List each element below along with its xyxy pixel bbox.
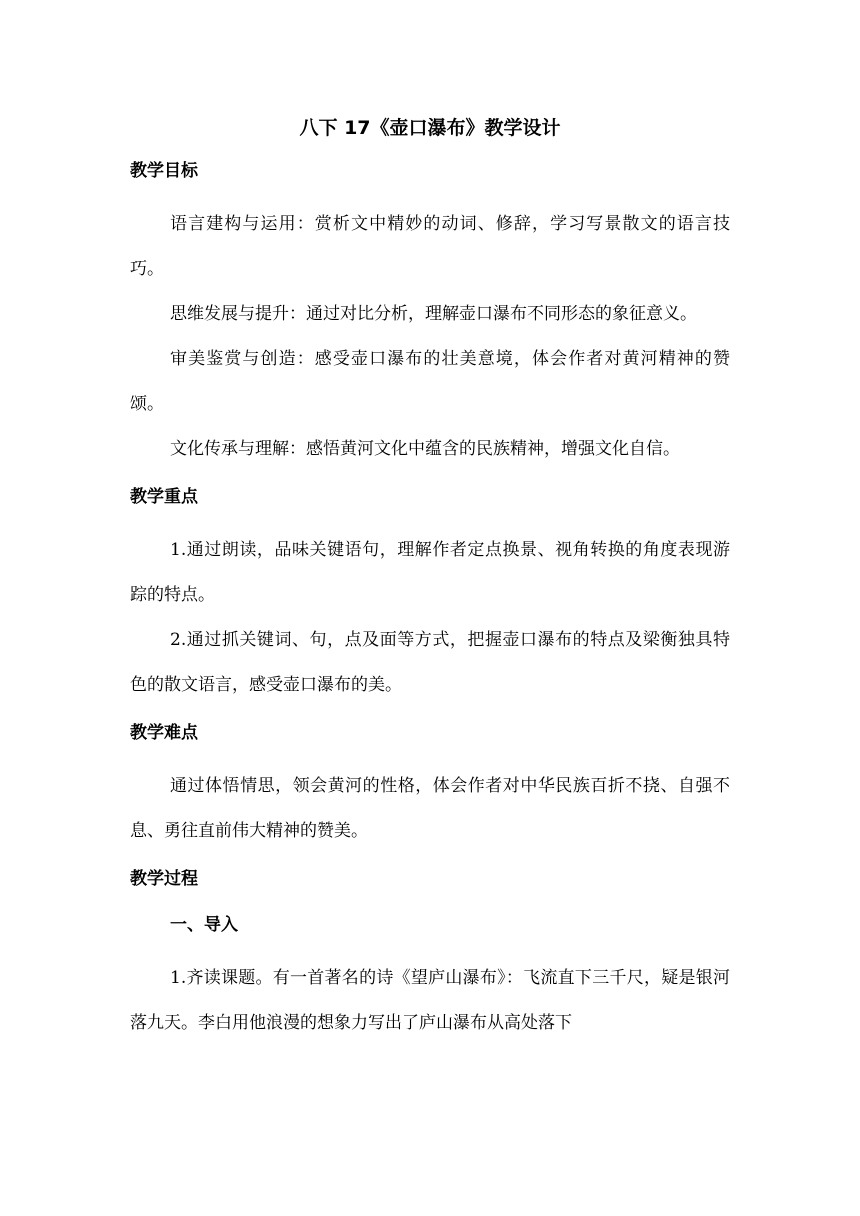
- section-heading-key-points: 教学重点: [130, 487, 198, 507]
- difficulty-paragraph: 通过体悟情思，领会黄河的性格，体会作者对中华民族百折不挠、自强不息、勇往直前伟大精神的赞美。: [130, 776, 730, 841]
- goal-paragraph: 思维发展与提升：通过对比分析，理解壶口瀑布不同形态的象征意义。: [170, 304, 697, 324]
- section-heading-goals: 教学目标: [130, 161, 198, 181]
- key-point-paragraph: 1.通过朗读，品味关键语句，理解作者定点换景、视角转换的角度表现游踪的特点。: [130, 540, 730, 605]
- goal-paragraph: 语言建构与运用：赏析文中精妙的动词、修辞，学习写景散文的语言技巧。: [130, 214, 730, 279]
- document-content: [130, 112, 730, 1046]
- goal-paragraph: 文化传承与理解：感悟黄河文化中蕴含的民族精神，增强文化自信。: [170, 439, 680, 459]
- key-point-paragraph: 2.通过抓关键词、句，点及面等方式，把握壶口瀑布的特点及梁衡独具特色的散文语言，感受壶口瀑布的美。: [130, 630, 730, 695]
- document-title: 八下 17《壶口瀑布》教学设计: [299, 117, 561, 139]
- section-heading-difficulties: 教学难点: [130, 723, 198, 743]
- goal-paragraph: 审美鉴赏与创造：感受壶口瀑布的壮美意境，体会作者对黄河精神的赞颂。: [130, 349, 730, 414]
- process-paragraph: 1.齐读课题。有一首著名的诗《望庐山瀑布》：飞流直下三千尺，疑是银河落九天。李白用他浪漫的想象力写出了庐山瀑布从高处落下: [130, 968, 730, 1033]
- process-step-heading: 一、导入: [170, 915, 238, 935]
- section-heading-process: 教学过程: [130, 869, 198, 889]
